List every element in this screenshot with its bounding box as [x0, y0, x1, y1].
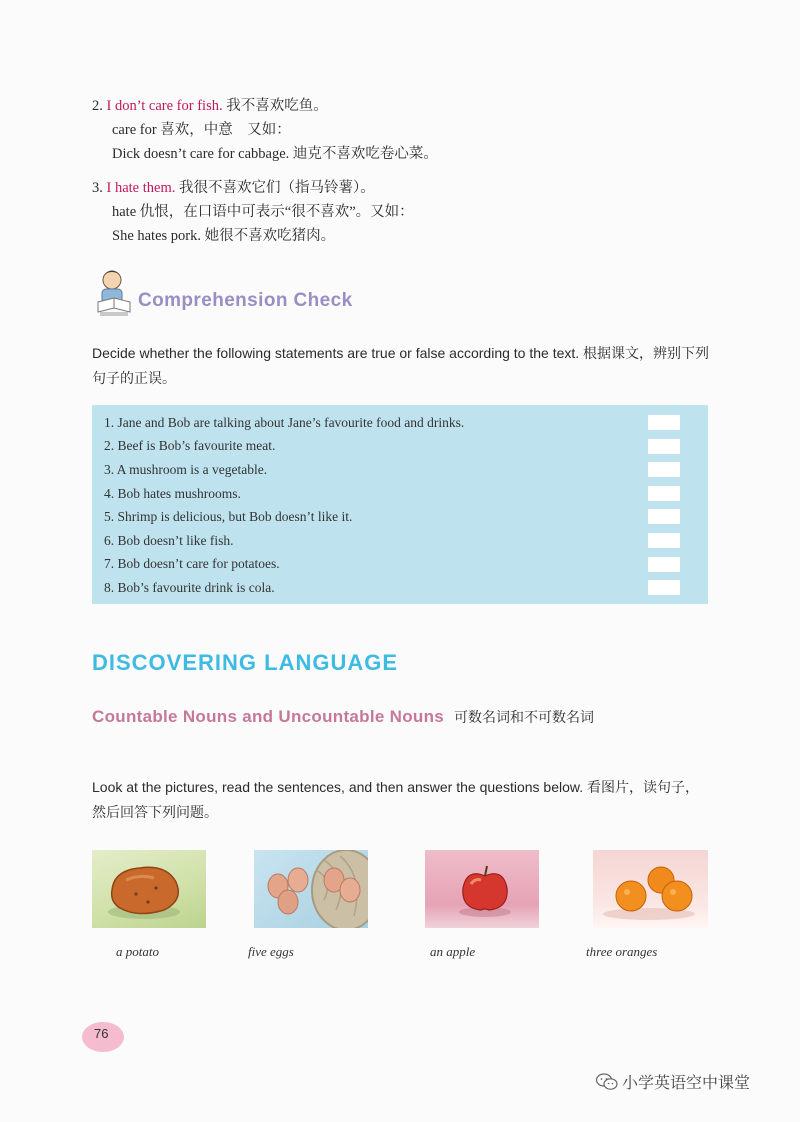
note-2 — [92, 94, 438, 166]
true-false-box — [92, 405, 708, 604]
nouns-subheading-en: Countable Nouns and Uncountable Nouns — [92, 707, 445, 726]
page-number: 76 — [94, 1026, 109, 1041]
note-3-line-2: hate 仇恨，在口语中可表示“很不喜欢”。又如： — [112, 204, 414, 220]
note-2-translation: 我不喜欢吃鱼。 — [226, 98, 328, 114]
statement-text: 7. Bob doesn’t care for potatoes. — [104, 556, 280, 572]
comprehension-check-heading — [92, 266, 692, 322]
answer-box[interactable] — [648, 439, 680, 454]
note-2-line-3: Dick doesn’t care for cabbage. 迪克不喜欢吃卷心菜。 — [112, 146, 438, 162]
watermark-text: 小学英语空中课堂 — [622, 1073, 751, 1092]
answer-box[interactable] — [648, 557, 680, 572]
oranges-illustration — [593, 850, 708, 928]
note-2-sentence: I don’t care for fish. — [106, 98, 223, 114]
statement-text: 3. A mushroom is a vegetable. — [104, 461, 268, 477]
discovering-language-title: DISCOVERING LANGUAGE — [92, 650, 399, 675]
apple-picture — [425, 850, 539, 928]
statement-text: 5. Shrimp is delicious, but Bob doesn’t like it. — [104, 509, 353, 525]
answer-box[interactable] — [648, 486, 680, 501]
comprehension-check-title: Comprehension Check — [138, 290, 353, 311]
note-3 — [92, 176, 414, 248]
wechat-icon — [596, 1073, 618, 1091]
note-3-number: 3. — [92, 180, 103, 196]
answer-box[interactable] — [648, 462, 680, 477]
statement-row — [104, 458, 708, 482]
note-3-line-1 — [92, 176, 414, 200]
caption-potato: a potato — [116, 944, 159, 959]
note-3-sentence: I hate them. — [106, 180, 176, 196]
eggs-picture — [254, 850, 368, 928]
pictures-instruction: Look at the pictures, read the sentences, and then answer the questions below. 看图片，读句子，然后回答下列问题。 — [92, 779, 699, 820]
comprehension-instruction: Decide whether the following statements are true or false according to the text. 根据课文，辨别下列句子的正误。 — [92, 345, 710, 386]
note-2-line-1 — [92, 94, 438, 118]
statement-text: 4. Bob hates mushrooms. — [104, 485, 241, 501]
statement-row — [104, 411, 708, 435]
caption-eggs: five eggs — [248, 944, 294, 959]
statement-row — [104, 505, 708, 529]
statement-row — [104, 576, 708, 600]
answer-box[interactable] — [648, 533, 680, 548]
statement-row — [104, 553, 708, 577]
statement-row — [104, 529, 708, 553]
answer-box[interactable] — [648, 509, 680, 524]
nouns-subheading — [92, 704, 722, 732]
statement-text: 1. Jane and Bob are talking about Jane’s favourite food and drinks. — [104, 414, 465, 430]
eggs-illustration — [254, 850, 368, 928]
watermark — [596, 1070, 750, 1093]
oranges-picture — [593, 850, 708, 928]
apple-illustration — [425, 850, 539, 928]
nouns-subheading-zh: 可数名词和不可数名词 — [454, 711, 595, 726]
potato-illustration — [92, 850, 206, 928]
note-2-number: 2. — [92, 98, 103, 114]
statement-text: 6. Bob doesn’t like fish. — [104, 532, 234, 548]
caption-apple: an apple — [430, 944, 476, 959]
statement-row — [104, 435, 708, 459]
answer-box[interactable] — [648, 580, 680, 595]
note-3-translation: 我很不喜欢它们（指马铃薯）。 — [178, 180, 375, 196]
statement-text: 2. Beef is Bob’s favourite meat. — [104, 438, 276, 454]
note-2-line-2: care for 喜欢，中意 又如： — [112, 122, 291, 138]
caption-oranges: three oranges — [586, 944, 658, 959]
potato-picture — [92, 850, 206, 928]
answer-box[interactable] — [648, 415, 680, 430]
note-3-line-3: She hates pork. 她很不喜欢吃猪肉。 — [112, 228, 336, 244]
reading-kid-icon — [92, 266, 136, 318]
statement-row — [104, 482, 708, 506]
statement-text: 8. Bob’s favourite drink is cola. — [104, 579, 275, 595]
